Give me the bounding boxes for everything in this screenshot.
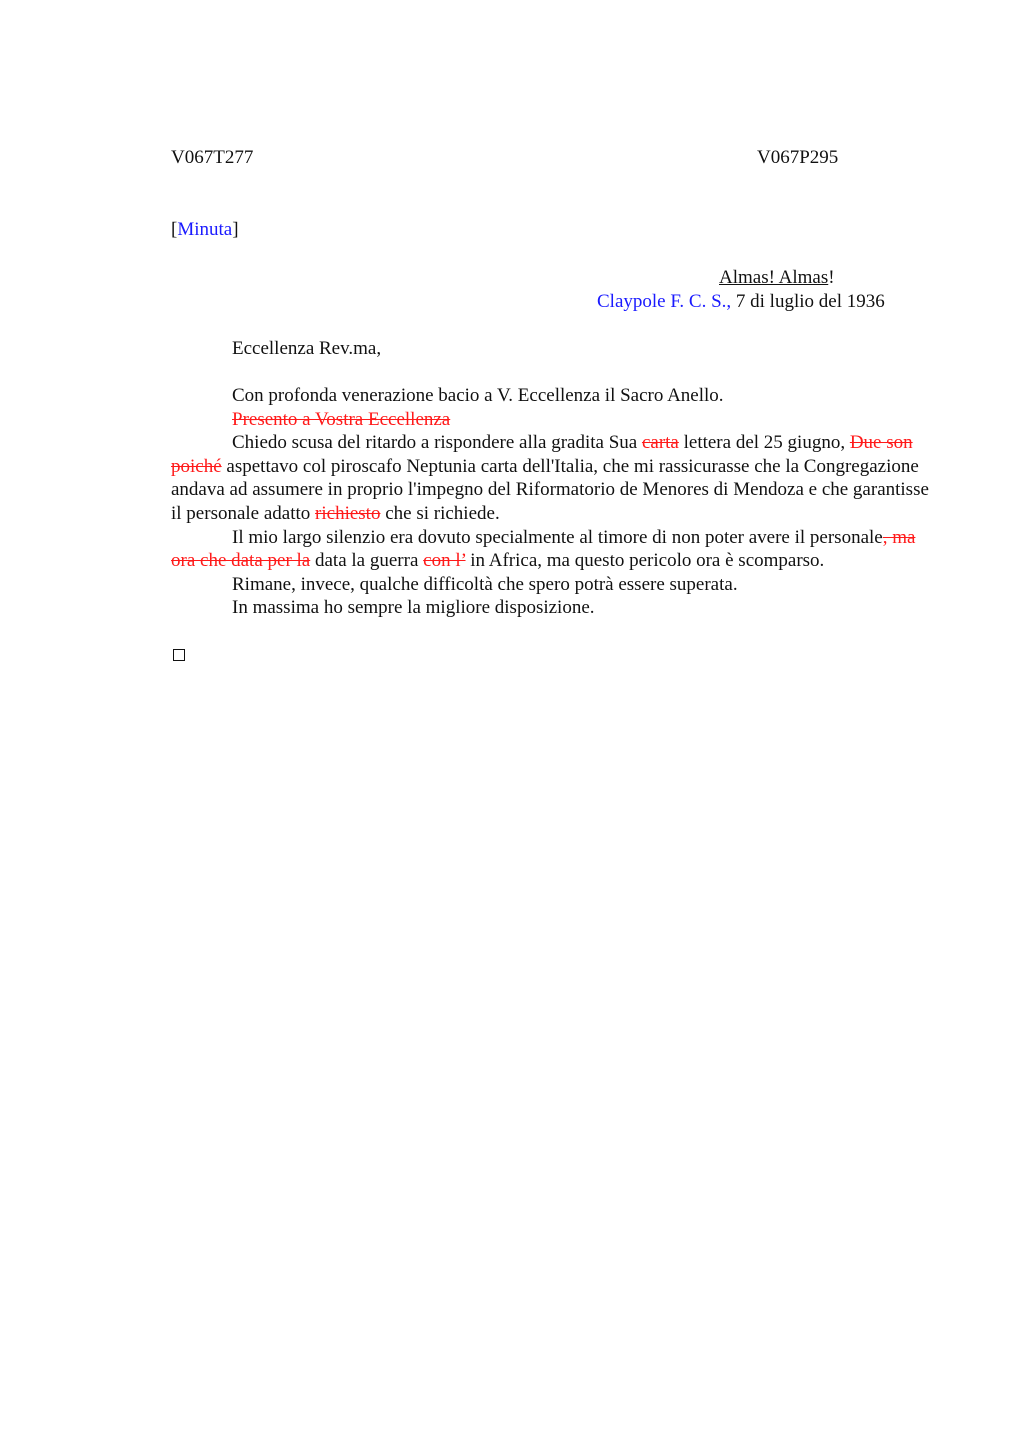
motto-exclamation: !: [828, 267, 835, 288]
place-date-line: [597, 290, 885, 314]
deleted-text: , ma ora che data per la: [171, 526, 916, 572]
motto: [719, 266, 835, 290]
text-span: che si richiede.: [380, 502, 500, 524]
minuta-text: Minuta: [177, 219, 233, 240]
motto-text: Almas! Almas: [719, 267, 829, 288]
deleted-text: con l’: [423, 550, 466, 572]
paragraph-apology: [171, 431, 931, 525]
minuta-open-bracket: [: [171, 219, 178, 240]
paragraph-difficulty: Rimane, invece, qualche difficoltà che spero potrà essere superata.: [232, 573, 738, 595]
deleted-text: richiesto: [315, 502, 381, 524]
archive-code-left: V067T277: [171, 147, 254, 168]
text-span: lettera del 25 giugno,: [678, 432, 850, 454]
deleted-text: carta: [641, 432, 679, 454]
text-span: Il mio largo silenzio era dovuto specialmente al timore di non poter avere il personale: [232, 526, 883, 548]
text-span: data la guerra: [310, 550, 424, 572]
square-marker-icon: [173, 649, 185, 661]
minuta-label: [171, 218, 239, 242]
letter-body: [171, 384, 931, 620]
paragraph-deleted-line: [171, 408, 931, 432]
archive-code-right: V067P295: [757, 147, 839, 168]
salutation: Eccellenza Rev.ma,: [232, 338, 382, 359]
minuta-close-bracket: ]: [232, 219, 239, 240]
place: Claypole F. C. S.,: [597, 291, 732, 312]
date: 7 di luglio del 1936: [731, 291, 885, 312]
text-span: Chiedo scusa del ritardo a rispondere alla gradita Sua: [232, 432, 642, 454]
paragraph-silence: [171, 526, 931, 573]
text-span: in Africa, ma questo pericolo ora è scomparso.: [465, 550, 825, 572]
paragraph-greeting: Con profonda venerazione bacio a V. Eccellenza il Sacro Anello.: [232, 385, 724, 406]
paragraph-disposition: In massima ho sempre la migliore disposizione.: [232, 597, 595, 619]
deleted-text: Presento a Vostra Eccellenza: [232, 408, 451, 430]
text-span: aspettavo col piroscafo Neptunia carta dell'Italia, che mi rassicurasse che la Congregazione andava ad assumere in proprio l'impegno del Riformatorio de Menores di Mendoza e che garantisse il personale adatto: [171, 455, 929, 524]
deleted-text: Due son poiché: [171, 432, 913, 477]
